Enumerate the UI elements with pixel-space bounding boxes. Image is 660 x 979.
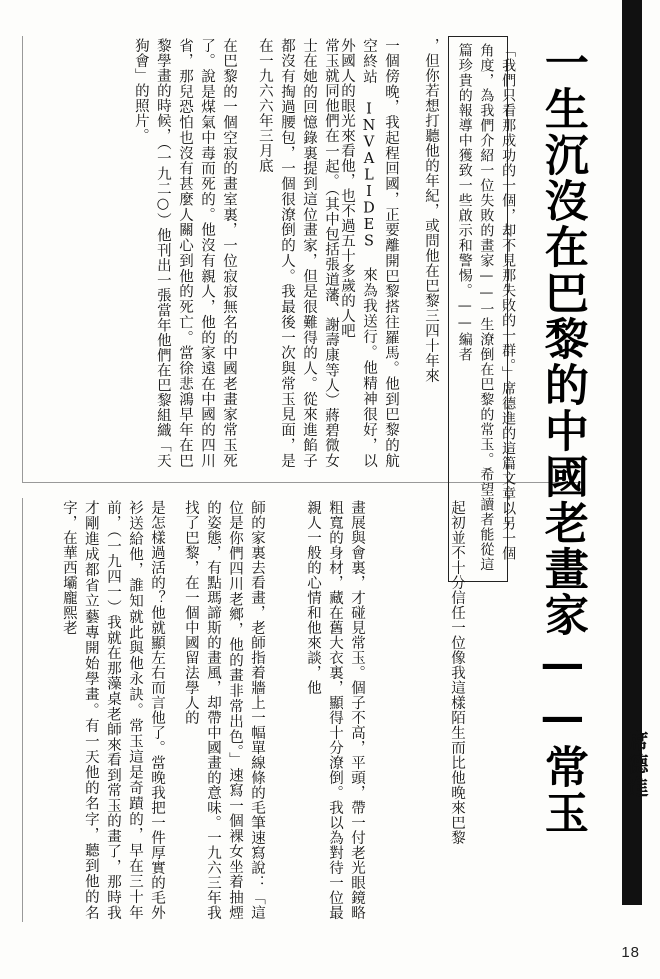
body-column-bottom-4: 是怎樣過活的？他就顯左右而言他了。當晚我把一件厚實的毛外衫送給他，誰知就此與他永訣。常玉這是奇蹟的，早在三十年前，（一九四一）我就在那藻桌老師來看到常玉的畫了，那時我才剛進成都省立藝專開始學畫。有一天他的名字，聽到他的名字，在華西壩龐熙老 bbox=[60, 500, 165, 920]
page-number: 18 bbox=[621, 944, 640, 961]
top-section-left-rule bbox=[22, 36, 23, 482]
body-column-top-1: ，但你若想打聽他的年紀，或問他在巴黎三四十年來 bbox=[423, 38, 439, 383]
body-column-top-4: 在巴黎的一個空寂的畫室裏，一位寂寂無名的中國老畫家常玉死了。說是煤氣中毒而死的。他沒有親人，他的家遠在中國的四川省，那兒恐怕也沒有甚麼人關心到他的死亡。當徐悲鴻早年在巴黎學畫的時候，（一九二○）他刊出一張當年他們在巴黎組織「天狗會」的照片。 bbox=[132, 38, 237, 468]
body-column-bottom-1: 起初並不十分信任一位像我這樣陌生而比他晚來巴黎 bbox=[449, 500, 465, 845]
body-column-top-2: 一個傍晚，我起程回國，正要離開巴黎搭往羅馬。他到巴黎的航空終站 INVALIDES 來為我送行。他精神很好，以外國人的眼光來看他，也不過五十多歲的人吧 bbox=[338, 38, 399, 468]
body-column-top-3: 常玉就同他們在一起。（其中包括張道藩、謝壽康等人）蔣碧微女士在她的回憶錄裏提到這位畫家，但是很難得的人。從來進餡子都沒有掏過腰包，一個很潦倒的人。我最後一次與常玉見面，是在一九六六年三月底 bbox=[256, 38, 339, 468]
editor-note-text: 「我們只看那成功的一個，却不見那失敗的一群。」席德進的這篇文章以另一個角度，為我們介紹一位失敗的畫家——一生潦倒在巴黎的常玉。希望讀者能從這篇珍貴的報導中獲致一些啟示和警惕。——編者 bbox=[456, 43, 517, 572]
title-block bbox=[516, 8, 608, 868]
body-column-bottom-5 bbox=[22, 500, 68, 920]
byline-author: 席德進 bbox=[625, 730, 650, 799]
body-column-bottom-2: 畫展與會裏，才碰見常玉。個子不高，平頭，帶一付老光眼鏡略粗寬的身材，藏在舊大衣裏，顯得十分潦倒。我以為對待一位最親人一般的心情和他來談，他 bbox=[304, 500, 365, 920]
body-column-bottom-3: 師的家裏去看畫，老師指着牆上一幅單線條的毛筆速寫說：「這位是你們四川老鄉，他的畫非常出色。」速寫一個裸女坐着抽煙的姿態，有點瑪諦斯的畫風，却帶中國畫的意味。一九六三年我找了巴黎，在一個中國留法學人的 bbox=[182, 500, 265, 920]
body-column-top-5 bbox=[40, 38, 140, 468]
page-title: 一生沉沒在巴黎的中國老畫家——常玉 bbox=[536, 40, 588, 836]
